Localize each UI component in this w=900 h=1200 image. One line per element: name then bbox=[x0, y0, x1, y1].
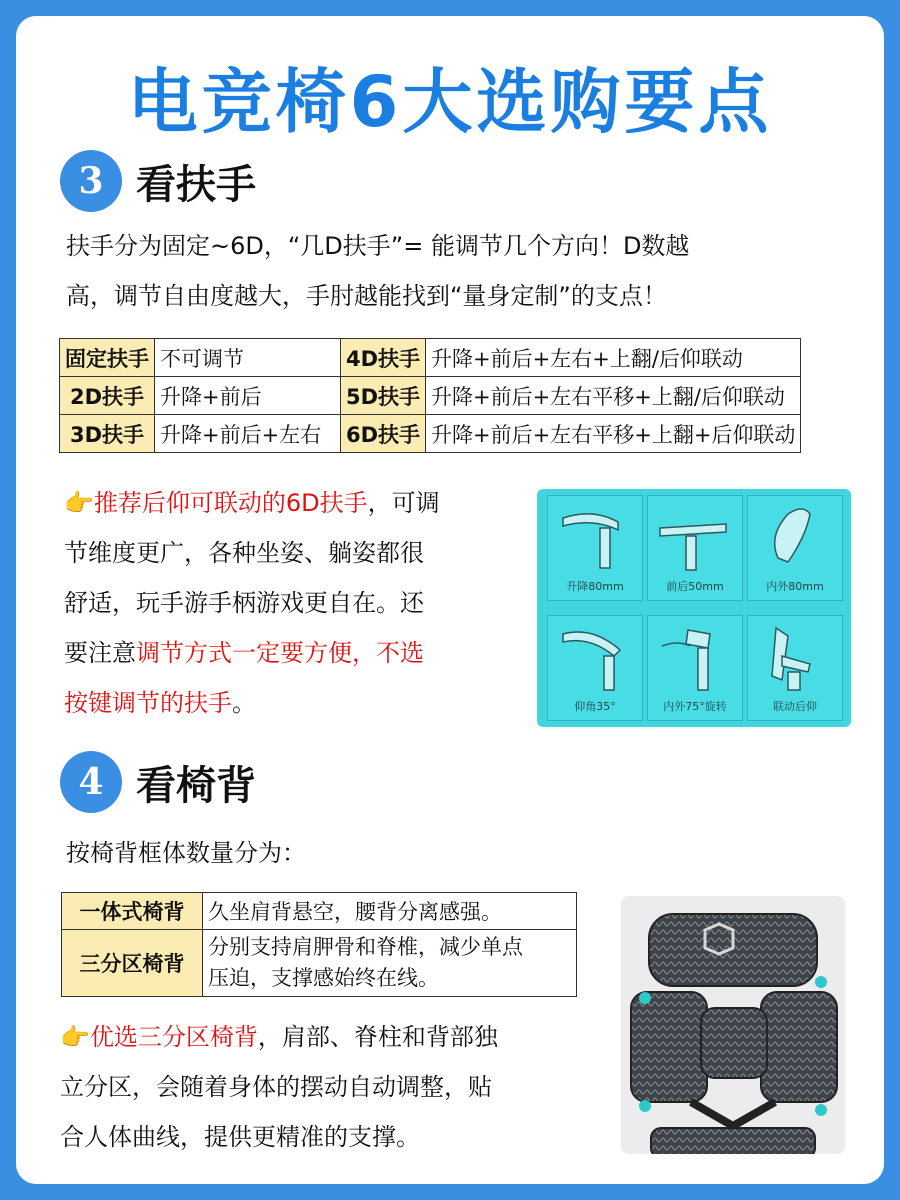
armrest-tile bbox=[547, 615, 643, 721]
backrest-type-label: 一体式椅背 bbox=[62, 893, 203, 930]
section-4-tip bbox=[60, 1012, 600, 1162]
pointing-hand-icon: 👉 bbox=[64, 489, 94, 517]
section-4-header bbox=[60, 751, 256, 813]
armrest-tile bbox=[647, 615, 743, 721]
tip-highlight: 优选三分区椅背 bbox=[89, 1023, 258, 1051]
armrest-type-label: 固定扶手 bbox=[60, 339, 155, 377]
armrest-type-value: 升降+前后 bbox=[155, 377, 341, 415]
armrest-tile bbox=[747, 615, 843, 721]
backrest-type-value bbox=[203, 893, 577, 930]
section-3-number-badge: 3 bbox=[60, 150, 122, 212]
content-card bbox=[16, 16, 884, 1184]
tip-text: 合人体曲线，提供更精准的支撑。 bbox=[60, 1123, 420, 1151]
tip-text: ，肩部、脊柱和背部独 bbox=[257, 1023, 498, 1051]
table-row bbox=[60, 377, 801, 415]
armrest-type-label: 4D扶手 bbox=[341, 339, 426, 377]
section-3-intro-line-1: 扶手分为固定~6D，“几D扶手”= 能调节几个方向！D数越 bbox=[66, 232, 690, 260]
armrest-type-value: 升降+前后+左右 bbox=[155, 415, 341, 453]
section-3-title: 看扶手 bbox=[136, 161, 256, 208]
tip-text: 节维度更广，各种坐姿、躺姿都很 bbox=[64, 539, 424, 567]
armrest-tile-label: 内外80mm bbox=[766, 580, 824, 593]
table-row bbox=[60, 339, 801, 377]
armrest-type-label: 5D扶手 bbox=[341, 377, 426, 415]
armrest-rotate-icon bbox=[648, 616, 742, 696]
page-title: 电竞椅6大选购要点 bbox=[127, 61, 773, 143]
tip-text: 立分区，会随着身体的摆动自动调整，贴 bbox=[60, 1073, 492, 1101]
backrest-table bbox=[61, 892, 577, 997]
tip-highlight: 调节方式一定要方便，不选 bbox=[136, 639, 424, 667]
backrest-type-value bbox=[203, 930, 577, 997]
armrest-table bbox=[59, 338, 801, 453]
armrest-type-value: 升降+前后+左右平移+上翻+后仰联动 bbox=[426, 415, 801, 453]
armrest-tile-label: 仰角35° bbox=[574, 700, 616, 713]
armrest-tile bbox=[747, 495, 843, 601]
table-row bbox=[62, 930, 577, 997]
backrest-type-value-line: 分别支持肩胛骨和脊椎，减少单点 bbox=[208, 935, 523, 959]
armrest-tile-label: 内外75°旋转 bbox=[663, 700, 727, 713]
armrest-type-label: 6D扶手 bbox=[341, 415, 426, 453]
section-3-intro-line-2: 高，调节自由度越大，手肘越能找到“量身定制”的支点！ bbox=[66, 282, 667, 310]
backrest-type-value-line: 压迫，支撑感始终在线。 bbox=[208, 966, 439, 990]
section-4-intro: 按椅背框体数量分为： bbox=[66, 839, 306, 867]
armrest-type-label: 2D扶手 bbox=[60, 377, 155, 415]
armrest-tile-label: 前后50mm bbox=[666, 580, 724, 593]
armrest-type-value: 不可调节 bbox=[155, 339, 341, 377]
tip-text: 要注意 bbox=[64, 639, 136, 667]
armrest-width-icon bbox=[748, 496, 842, 576]
armrest-type-label: 3D扶手 bbox=[60, 415, 155, 453]
tip-highlight: 按键调节的扶手 bbox=[64, 689, 232, 717]
armrest-tile-label: 升降80mm bbox=[566, 580, 624, 593]
tip-text: 。 bbox=[232, 689, 256, 717]
armrest-slide-icon bbox=[648, 496, 742, 576]
tip-highlight: 推荐后仰可联动的6D扶手 bbox=[93, 489, 368, 517]
table-row bbox=[60, 415, 801, 453]
armrest-tilt-icon bbox=[548, 616, 642, 696]
section-4-number-badge: 4 bbox=[60, 751, 122, 813]
armrest-tile-label: 联动后仰 bbox=[773, 700, 817, 713]
section-3-tip bbox=[64, 478, 514, 728]
section-3-header bbox=[60, 150, 256, 212]
armrest-type-value: 升降+前后+左右平移+上翻/后仰联动 bbox=[426, 377, 801, 415]
armrest-tile bbox=[547, 495, 643, 601]
backrest-type-value-line: 久坐肩背悬空，腰背分离感强。 bbox=[208, 900, 502, 924]
chair-backrest-illustration bbox=[621, 896, 845, 1154]
tip-text: 舒适，玩手游手柄游戏更自在。还 bbox=[64, 589, 424, 617]
table-row bbox=[62, 893, 577, 930]
section-4-title: 看椅背 bbox=[136, 762, 256, 809]
armrest-type-value: 升降+前后+左右+上翻/后仰联动 bbox=[426, 339, 801, 377]
armrest-tile bbox=[647, 495, 743, 601]
armrest-recline-icon bbox=[748, 616, 842, 696]
backrest-type-label: 三分区椅背 bbox=[62, 930, 203, 997]
pointing-hand-icon: 👉 bbox=[60, 1023, 90, 1051]
chair-backrest-image bbox=[621, 896, 845, 1154]
section-3-intro bbox=[66, 221, 689, 321]
tip-text: ，可调 bbox=[367, 489, 440, 517]
armrest-lift-icon bbox=[548, 496, 642, 576]
armrest-adjustment-illustration bbox=[537, 489, 851, 727]
